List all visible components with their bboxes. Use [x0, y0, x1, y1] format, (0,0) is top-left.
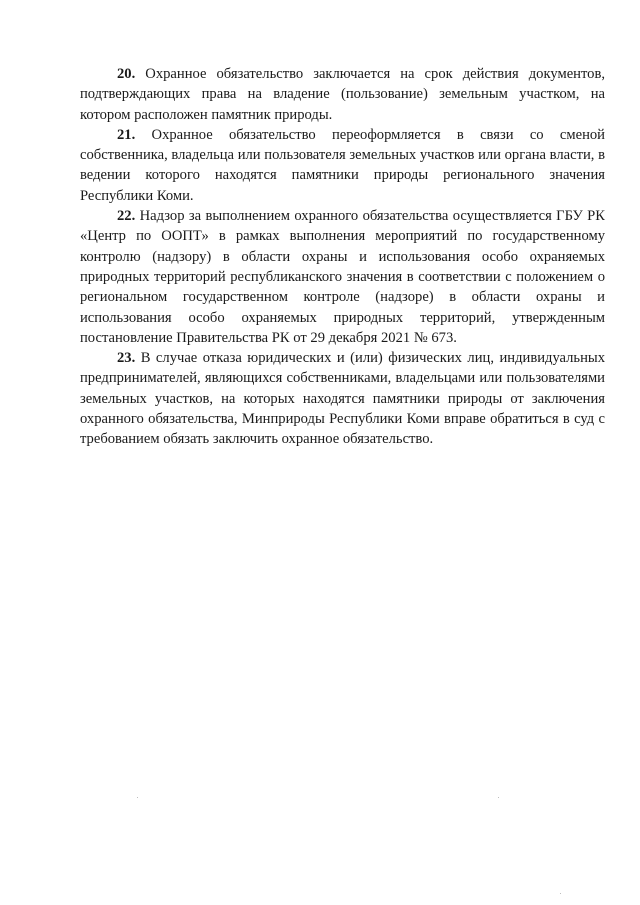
paragraph-23: [80, 348, 605, 449]
paragraph-text: Охранное обязательство заключается на срок действия документов, подтверждающих права на владение (пользование) земельным участком, на котором расположен памятник природы.: [80, 66, 605, 123]
scan-speck: [560, 893, 561, 894]
paragraph-21: [80, 125, 605, 206]
paragraph-text: Надзор за выполнением охранного обязательства осуществляется ГБУ РК «Центр по ООПТ» в рамках выполнения мероприятий по государственному контролю (надзору) в области охраны и использования особо охраняемых природных территорий республиканского значения в соответствии с положением о региональном государственном контроле (надзоре) в области охраны и использования особо охраняемых природных территорий, утвержденным постановление Правительства РК от 29 декабря 2021 № 673.: [80, 208, 605, 346]
paragraph-22: [80, 206, 605, 348]
document-body: [80, 64, 605, 450]
paragraph-number: 20.: [117, 66, 136, 82]
paragraph-number: 23.: [117, 350, 136, 367]
paragraph-20: [80, 64, 605, 125]
paragraph-text: В случае отказа юридических и (или) физических лиц, индивидуальных предпринимателей, являющихся собственниками, владельцами или пользователями земельных участков, на которых находятся памятники природы от заключения охранного обязательства, Минприроды Республики Коми вправе обратиться в суд с требованием обязать заключить охранное обязательство.: [80, 350, 605, 448]
scan-speck: [137, 797, 138, 798]
paragraph-number: 22.: [117, 208, 136, 225]
paragraph-number: 21.: [117, 126, 136, 143]
scan-speck: [498, 797, 499, 798]
paragraph-text: Охранное обязательство переоформляется в связи со сменой собственника, владельца или пользователя земельных участков или органа власти, в ведении которого находятся памятники природы регионального значения Республики Коми.: [80, 126, 605, 204]
